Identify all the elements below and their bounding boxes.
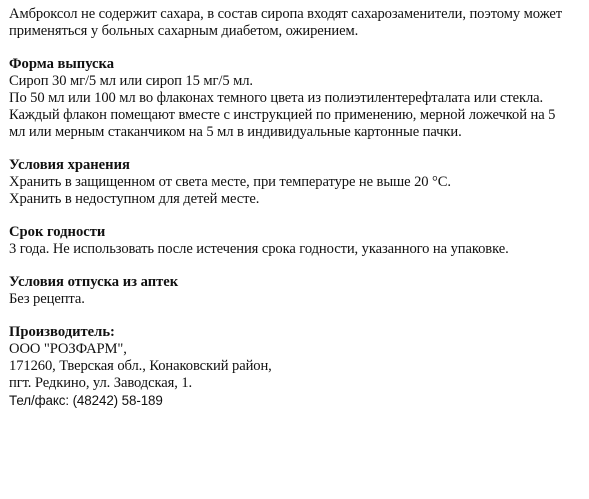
shelf-life-line: 3 года. Не использовать после истечения срока годности, указанного на упаковке. bbox=[9, 241, 509, 257]
release-form-heading: Форма выпуска bbox=[9, 56, 115, 72]
intro-line: Амброксол не содержит сахара, в состав сиропа входят сахарозаменители, поэтому может bbox=[9, 6, 563, 22]
shelf-life-heading: Срок годности bbox=[9, 224, 106, 240]
release-form-line: мл или мерным стаканчиком на 5 мл в индивидуальные картонные пачки. bbox=[9, 124, 462, 140]
dispensing-section bbox=[9, 274, 581, 308]
manufacturer-heading: Производитель: bbox=[9, 324, 115, 340]
manufacturer-phone: Тел/факс: (48242) 58-189 bbox=[9, 393, 163, 408]
dispensing-line: Без рецепта. bbox=[9, 291, 85, 307]
dispensing-heading: Условия отпуска из аптек bbox=[9, 274, 179, 290]
manufacturer-address-line: пгт. Редкино, ул. Заводская, 1. bbox=[9, 375, 193, 391]
release-form-line: Сироп 30 мг/5 мл или сироп 15 мг/5 мл. bbox=[9, 73, 253, 89]
manufacturer-address-line: 171260, Тверская обл., Конаковский район, bbox=[9, 358, 272, 374]
storage-heading: Условия хранения bbox=[9, 157, 130, 173]
release-form-line: Каждый флакон помещают вместе с инструкцией по применению, мерной ложечкой на 5 bbox=[9, 107, 556, 123]
release-form-line: По 50 мл или 100 мл во флаконах темного цвета из полиэтилентерефталата или стекла. bbox=[9, 90, 544, 106]
intro-line: применяться у больных сахарным диабетом, ожирением. bbox=[9, 23, 359, 39]
manufacturer-section bbox=[9, 324, 581, 409]
release-form-section bbox=[9, 56, 581, 141]
document-page bbox=[9, 6, 581, 409]
manufacturer-name: ООО "РОЗФАРМ", bbox=[9, 341, 127, 357]
storage-line: Хранить в защищенном от света месте, при температуре не выше 20 °С. bbox=[9, 174, 451, 190]
storage-section bbox=[9, 157, 581, 208]
intro-paragraph bbox=[9, 6, 581, 40]
shelf-life-section bbox=[9, 224, 581, 258]
storage-line: Хранить в недоступном для детей месте. bbox=[9, 191, 260, 207]
